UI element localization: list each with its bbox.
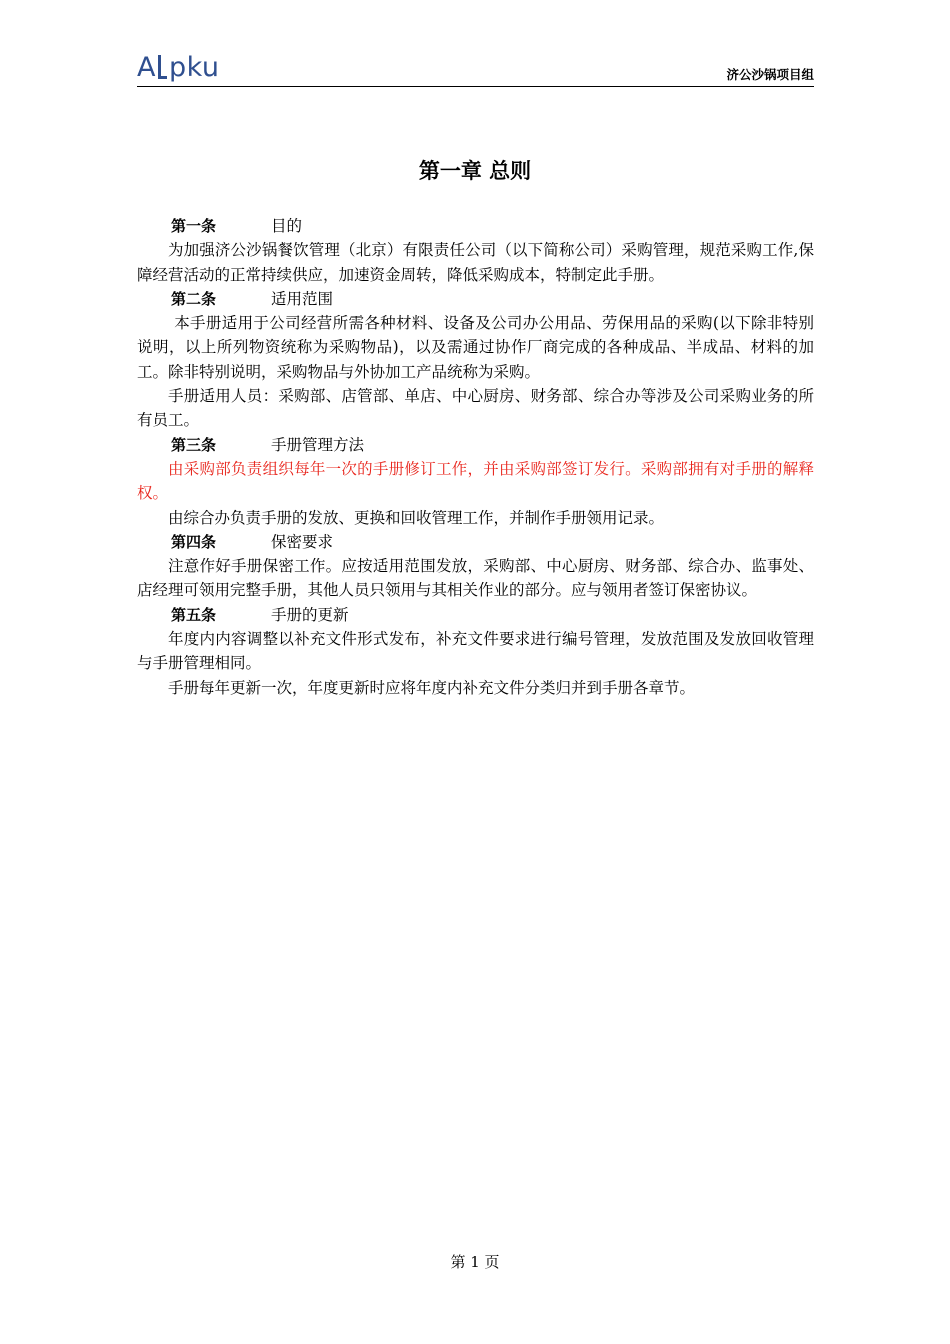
article-number: 第一条 (171, 217, 217, 235)
article-title: 手册管理方法 (271, 435, 365, 454)
page-number: 第 1 页 (450, 1253, 500, 1271)
article-2-heading (137, 287, 814, 311)
article-number: 第二条 (171, 289, 217, 308)
alpku-logo: A pku (137, 52, 220, 83)
article-5-para-2: 手册每年更新一次，年度更新时应将年度内补充文件分类归并到手册各章节。 (168, 678, 696, 697)
article-number: 第四条 (171, 532, 217, 551)
article-title: 目的 (271, 217, 303, 235)
article-title: 手册的更新 (271, 605, 349, 624)
article-1-heading (137, 214, 814, 238)
article-5-para-1: 年度内内容调整以补充文件形式发布，补充文件要求进行编号管理，发放范围及发放回收管理与手册管理相同。 (137, 630, 814, 673)
article-number: 第五条 (171, 605, 217, 624)
article-5-heading (137, 603, 814, 627)
chapter-title: 第一章 总则 (418, 159, 532, 183)
article-title: 适用范围 (271, 289, 334, 308)
article-title: 保密要求 (271, 532, 334, 551)
article-3-para-2: 由综合办负责手册的发放、更换和回收管理工作，并制作手册领用记录。 (168, 508, 665, 527)
page-header (137, 50, 814, 87)
header-project-name: 济公沙锅项目组 (726, 67, 814, 82)
article-2-para-1: 本手册适用于公司经营所需各种材料、设备及公司办公用品、劳保用品的采购(以下除非特别说明，以上所列物资统称为采购物品)，以及需通过协作厂商完成的各种成品、半成品、材料的加工。除非特别说明，采购物品与外协加工产品统称为采购。 (137, 314, 814, 381)
article-4-heading (137, 530, 814, 554)
article-2-para-2: 手册适用人员：采购部、店管部、单店、中心厨房、财务部、综合办等涉及公司采购业务的所有员工。 (137, 387, 814, 430)
article-4-para-1: 注意作好手册保密工作。应按适用范围发放，采购部、中心厨房、财务部、综合办、监事处、店经理可领用完整手册，其他人员只领用与其相关作业的部分。应与领用者签订保密协议。 (137, 557, 814, 600)
article-3-para-1-highlighted: 由采购部负责组织每年一次的手册修订工作，并由采购部签订发行。采购部拥有对手册的解释权。 (137, 459, 814, 503)
logo-mark-icon (158, 55, 167, 79)
article-number: 第三条 (171, 435, 217, 454)
document-body (137, 214, 814, 700)
article-1-para-1: 为加强济公沙锅餐饮管理（北京）有限责任公司（以下简称公司）采购管理，规范采购工作,保障经营活动的正常持续供应，加速资金周转，降低采购成本，特制定此手册。 (137, 241, 814, 284)
article-3-heading (137, 433, 814, 457)
